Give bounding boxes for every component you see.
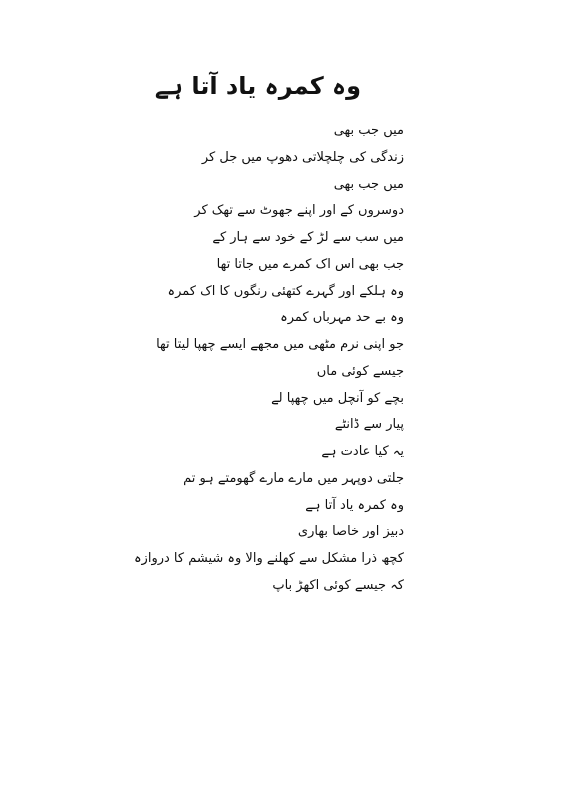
poem-line: کچھ ذرا مشکل سے کھلنے والا وہ شیشم کا دروازہ [133, 551, 404, 566]
poem-line: وہ بے حد مہرباں کمرہ [280, 310, 404, 326]
poem-line: میں سب سے لڑ کے خود سے ہار کے [212, 230, 404, 245]
poem-line: کہ جیسے کوئی اکھڑ باپ [272, 577, 404, 593]
poem-line: جب بھی اس اک کمرے میں جاتا تھا [216, 256, 404, 272]
poem-line: وہ کمرہ یاد آتا ہے [305, 497, 404, 513]
poem-line: دبیز اور خاصا بھاری [297, 524, 404, 540]
poem-line: میں جب بھی [333, 123, 404, 138]
poem-line: دوسروں کے اور اپنے جھوٹ سے تھک کر [194, 203, 404, 219]
poem-line: جلتی دوپہر میں مارے مارے گھومتے ہو تم [183, 470, 404, 486]
poem-line: یہ کیا عادت ہے [321, 444, 404, 459]
poem-title: وہ کمرہ یاد آتا ہے [154, 72, 361, 100]
poem-line: جیسے کوئی ماں [316, 363, 404, 379]
poem-line: بچے کو آنچل میں چھپا لے [271, 390, 404, 406]
poem-line: پیار سے ڈانٹے [334, 417, 404, 433]
poem-line: زندگی کی چلچلاتی دھوپ میں جل کر [201, 149, 404, 165]
poem-line: جو اپنی نرم مٹھی میں مجھے ایسے چھپا لیتا تھا [156, 337, 404, 352]
poem-line: وہ ہلکے اور گہرے کتھئی رنگوں کا اک کمرہ [167, 283, 404, 299]
poem-body [24, 118, 404, 600]
poem-line: میں جب بھی [333, 176, 404, 192]
